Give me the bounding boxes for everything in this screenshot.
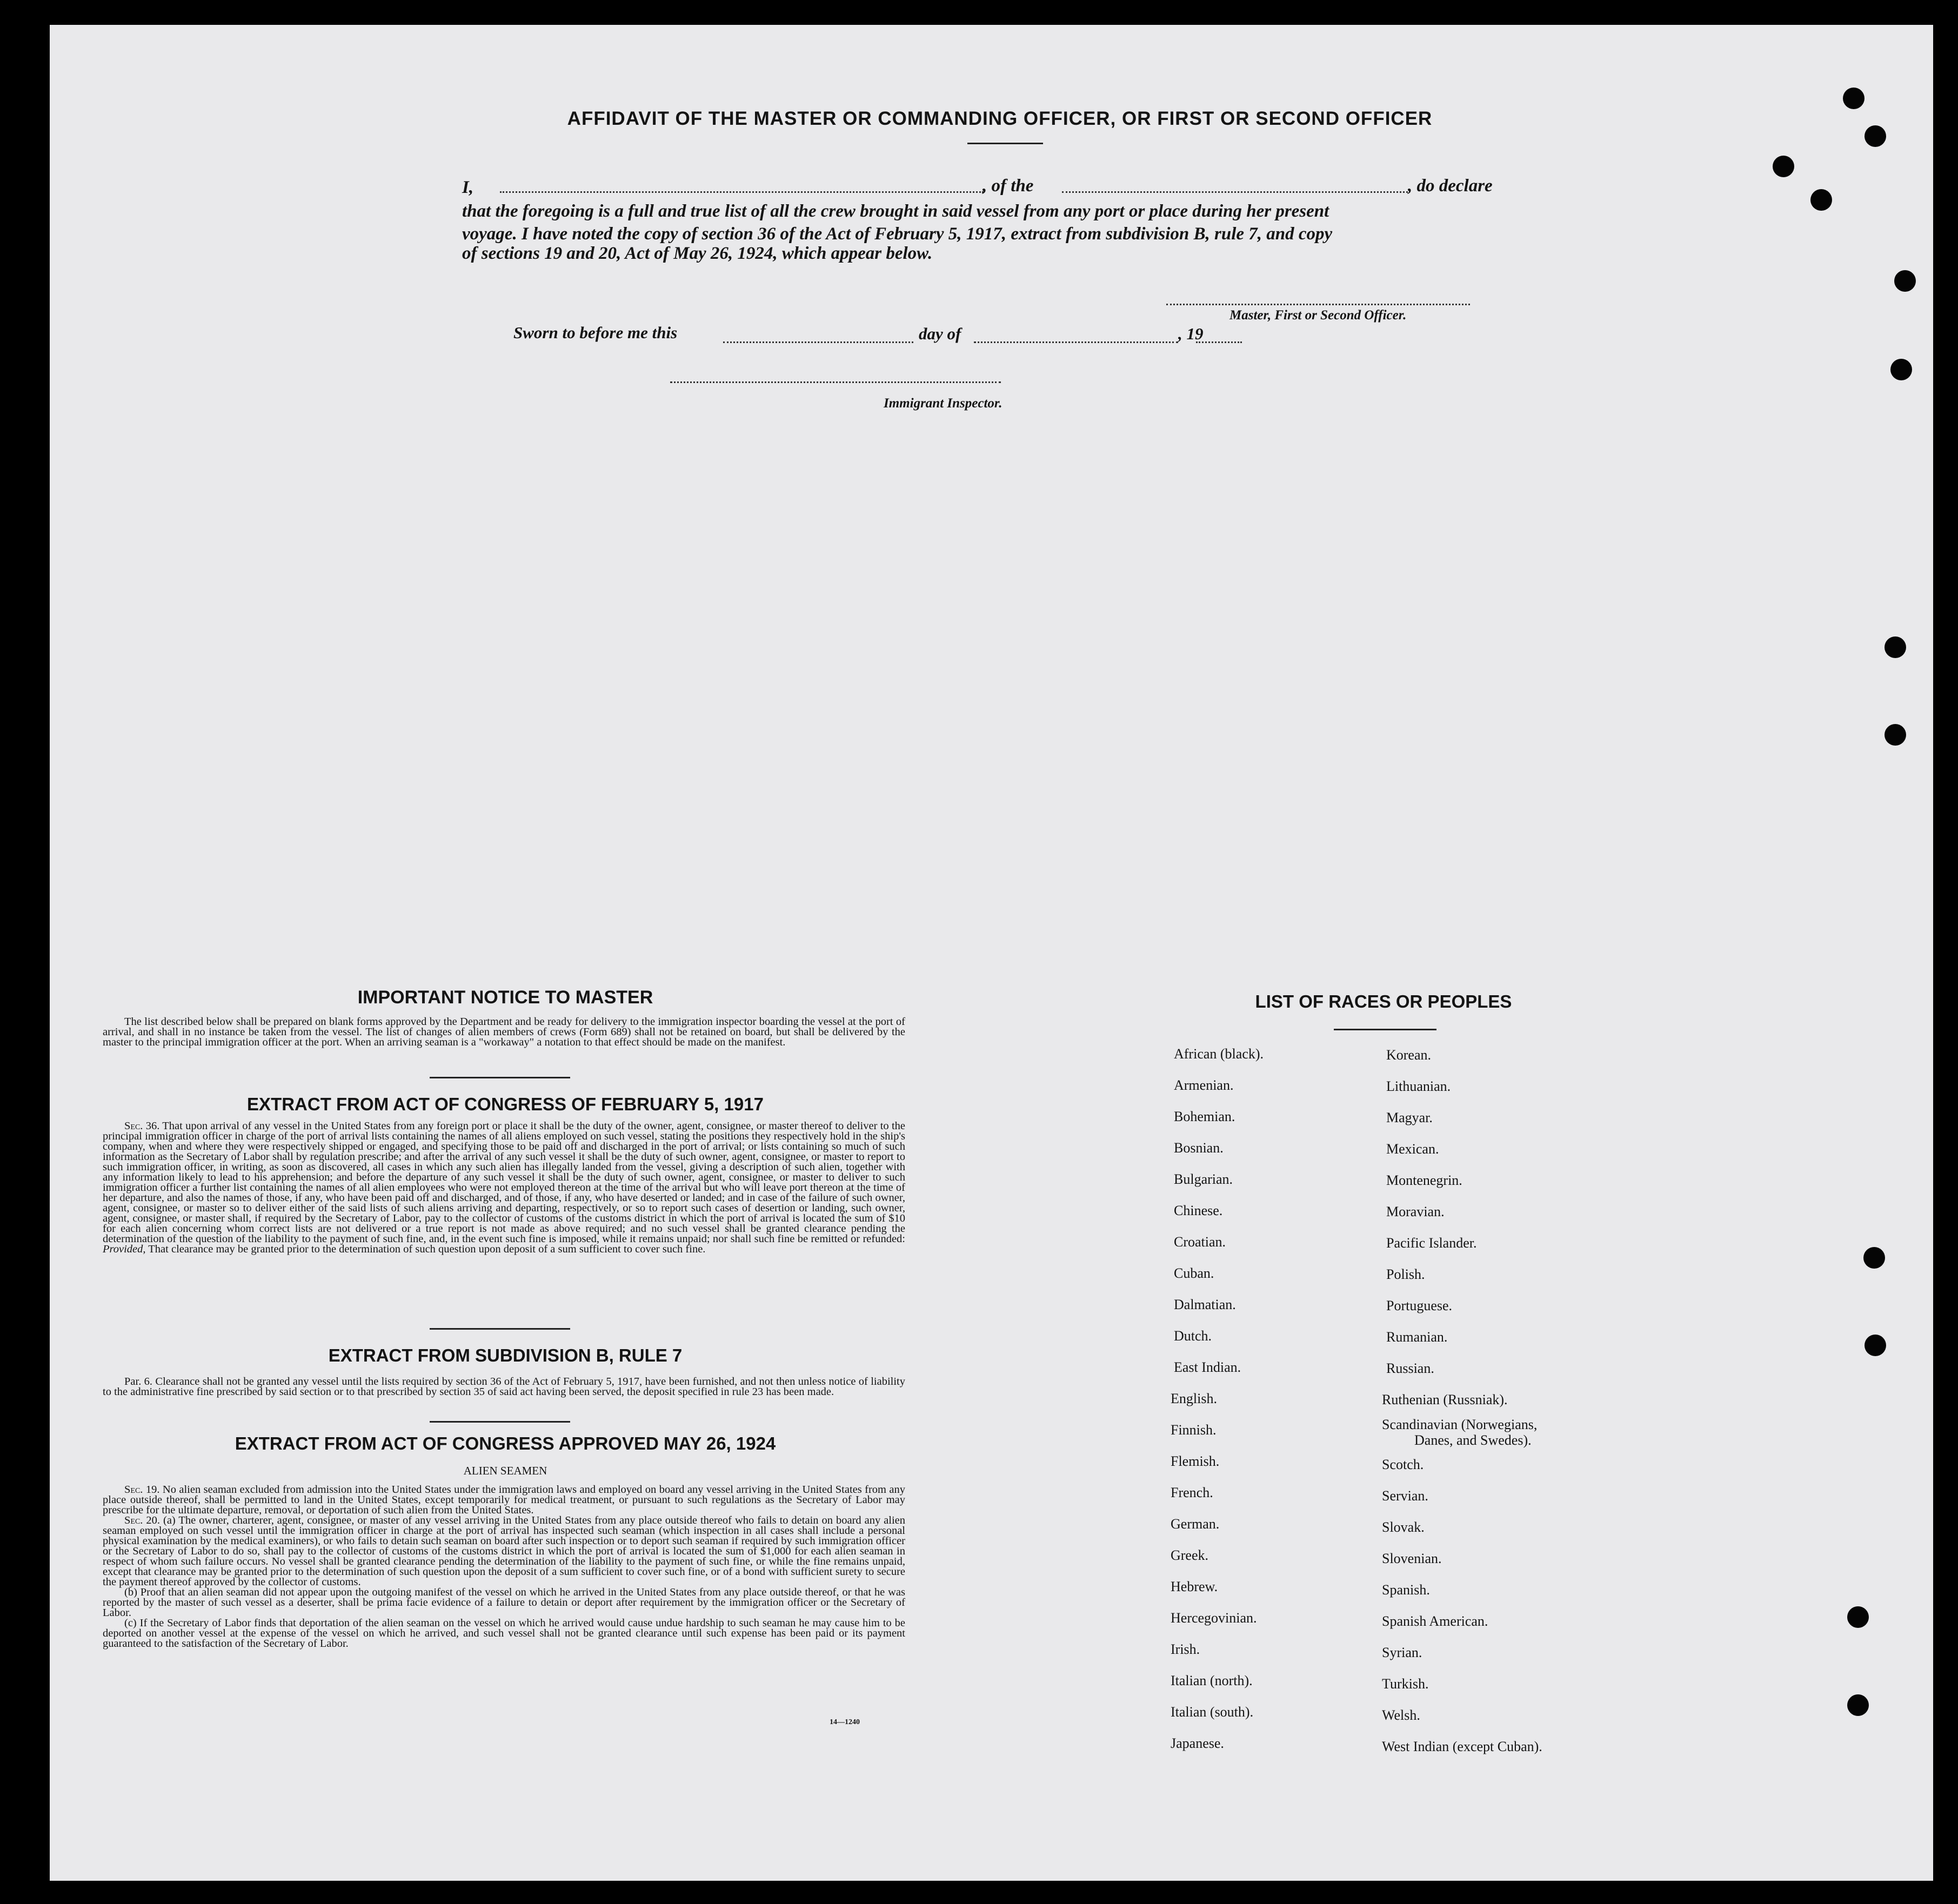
race-item: Moravian.	[1386, 1204, 1445, 1219]
race-item: Russian.	[1386, 1360, 1434, 1376]
divider	[430, 1328, 570, 1330]
race-item: Servian.	[1382, 1488, 1428, 1504]
punch-hole	[1810, 189, 1832, 211]
race-item: Magyar.	[1386, 1110, 1433, 1125]
race-item: Rumanian.	[1386, 1329, 1448, 1345]
race-item: West Indian (except Cuban).	[1382, 1739, 1542, 1754]
race-item: Finnish.	[1171, 1422, 1217, 1438]
proviso-text: That clearance may be granted prior to the determination of such question upon deposit of a sum sufficient to cover such fine.	[148, 1243, 706, 1255]
alien-seamen-subtitle: ALIEN SEAMEN	[463, 1464, 547, 1477]
race-item: East Indian.	[1174, 1359, 1241, 1375]
inspector-signature-field[interactable]	[670, 381, 1001, 383]
punch-hole	[1894, 270, 1916, 292]
title-underline	[967, 143, 1043, 144]
punch-hole	[1843, 88, 1865, 109]
declarant-prefix: I,	[462, 178, 474, 197]
race-item: Lithuanian.	[1386, 1078, 1451, 1094]
punch-hole	[1847, 1694, 1869, 1716]
race-item: Montenegrin.	[1386, 1172, 1462, 1188]
race-item: Hercegovinian.	[1171, 1610, 1257, 1626]
races-title: LIST OF RACES OR PEOPLES	[1255, 991, 1512, 1011]
divider	[430, 1077, 570, 1078]
race-item: Welsh.	[1382, 1707, 1420, 1723]
race-item: Dutch.	[1174, 1328, 1212, 1344]
race-item: Ruthenian (Russniak).	[1382, 1392, 1508, 1407]
of-the-label: , of the	[983, 176, 1034, 196]
race-item: Hebrew.	[1171, 1579, 1218, 1594]
declarant-name-field[interactable]	[500, 191, 984, 193]
race-item: Cuban.	[1174, 1265, 1214, 1281]
vessel-name-field[interactable]	[1062, 191, 1408, 193]
race-item: Greek.	[1171, 1547, 1209, 1563]
divider	[430, 1421, 570, 1423]
race-item: Pacific Islander.	[1386, 1235, 1477, 1251]
extract-1917-title: EXTRACT FROM ACT OF CONGRESS OF FEBRUARY 5, 1917	[247, 1094, 764, 1114]
declaration-line-4: of sections 19 and 20, Act of May 26, 1924, which appear below.	[462, 244, 933, 263]
section-19-body: No alien seaman excluded from admission into the United States under the immigration laws and employed on board any vessel arriving in the United States from any place outside thereof, shall be permitted to land in the United States, except temporarily for medical treatment, or pursuant to such regulations as the Secretary of Labor may prescribe for the ultimate departure, removal, or deportation of such alien from the United States.	[103, 1484, 906, 1516]
sworn-month-field[interactable]	[974, 341, 1178, 343]
race-item: Bohemian.	[1174, 1109, 1235, 1124]
punch-hole	[1773, 156, 1794, 177]
inspector-label: Immigrant Inspector.	[884, 396, 1003, 411]
race-item: German.	[1171, 1516, 1220, 1532]
section-20a-body: (a) The owner, charterer, agent, consignee, or master of any vessel arriving in the United States from any place outside thereof who fails to detain on board any alien seaman employed on such vessel until the immigration officer in charge at the port of arrival has inspected such seaman (which inspection in all cases shall include a personal physical examination by the medical examiners), or who fails to detain such seaman on board after such inspection or to deport such seaman if required by such immigration officer or the Secretary of Labor to do so, shall pay to the collector of customs of the customs district in which the port of arrival is located the sum of $1,000 for each alien seaman in respect of whom such failure occurs. No vessel shall be granted clearance pending the determination of the liability to the payment of such fine, or while the fine remains unpaid, except that clearance may be granted prior to the determination of such question upon the deposit of a sum sufficient to cover such fine, or of a bond with sufficient surety to secure the payment thereof approved by the collector of customs.	[103, 1514, 906, 1588]
sworn-day-field[interactable]	[723, 341, 913, 343]
notice-text: The list described below shall be prepared on blank forms approved by the Department and be ready for delivery to the immigration inspector boarding the vessel at the port of arrival, and shall in no instance be taken from the vessel. The list of changes of alien members of crews (Form 689) shall not be retained on board, but shall be delivered by the master to the principal immigration officer at the port. When an arriving seaman is a "workaway" a notation to that effect should be made on the manifest.	[103, 1016, 905, 1048]
race-item: Spanish.	[1382, 1582, 1430, 1598]
race-item: Slovenian.	[1382, 1551, 1442, 1566]
affidavit-title: AFFIDAVIT OF THE MASTER OR COMMANDING OFFICER, OR FIRST OR SECOND OFFICER	[567, 108, 1433, 129]
title-underline	[1334, 1029, 1436, 1030]
section-20c-body: (c) If the Secretary of Labor finds that deportation of the alien seaman on the vessel on which he arrived would cause undue hardship to such seaman he may cause him to be deported on another vessel at the expense of the vessel on which he arrived, and such vessel shall not be granted clearance until such expense has been paid or its payment guaranteed to the satisfaction of the Secretary of Labor.	[103, 1617, 905, 1650]
punch-hole	[1847, 1606, 1869, 1628]
declaration-line-2: that the foregoing is a full and true list of all the crew brought in said vessel from any port or place during her present	[462, 202, 1329, 221]
race-item: Polish.	[1386, 1266, 1425, 1282]
section-label: Sec. 19.	[124, 1484, 160, 1496]
race-item: Japanese.	[1171, 1735, 1224, 1751]
sworn-year-field[interactable]	[1196, 341, 1242, 343]
extract-1924-title: EXTRACT FROM ACT OF CONGRESS APPROVED MAY 26, 1924	[235, 1433, 776, 1453]
race-item: Bosnian.	[1174, 1140, 1224, 1156]
declaration-line-3: voyage. I have noted the copy of section 36 of the Act of February 5, 1917, extract from subdivision B, rule 7, and copy	[462, 224, 1333, 244]
race-item: French.	[1171, 1485, 1213, 1500]
race-item: Korean.	[1386, 1047, 1432, 1063]
sworn-label: Sworn to before me this	[513, 323, 678, 342]
race-item: Flemish.	[1171, 1453, 1220, 1469]
section-label: Sec. 36.	[124, 1120, 160, 1132]
proviso-label: Provided,	[103, 1243, 146, 1255]
race-item: Scandinavian (Norwegians,	[1382, 1417, 1538, 1432]
punch-hole	[1865, 1335, 1886, 1356]
punch-hole	[1885, 724, 1906, 746]
race-item: Portuguese.	[1386, 1298, 1453, 1313]
section-label: Sec. 20.	[124, 1514, 161, 1526]
master-signature-label: Master, First or Second Officer.	[1229, 308, 1407, 323]
punch-hole	[1885, 636, 1906, 658]
race-item: Croatian.	[1174, 1234, 1226, 1250]
punch-hole	[1865, 125, 1886, 147]
section-36-body: That upon arrival of any vessel in the United States from any foreign port or place it shall be the duty of the owner, agent, consignee, or master thereof to deliver to the principal immigration officer in charge of the port of arrival lists containing the names of all aliens employed on such vessel, stating the positions they respectively hold in the ship's company, when and where they were respectively shipped or engaged, and specifying those to be paid off and discharged in the port of arrival; or lists containing so much of such information as the Secretary of Labor shall by regulation prescribe; and after the arrival of any such vessel it shall be the duty of such owner, agent, consignee, or master to report to such immigration officer, in writing, as soon as discovered, all cases in which any such alien has illegally landed from the vessel, giving a description of such alien, together with any information likely to lead to his apprehension; and before the departure of any such vessel it shall be the duty of such owner, agent, consignee, or master to deliver to such immigration officer a further list containing the names of all alien employees who were not employed thereon at the time of the arrival but who will leave port thereon at the time of her departure, and also the names of those, if any, who have been paid off and discharged, and of those, if any, who have deserted or landed; and in case of the failure of such owner, agent, consignee, or master so to deliver either of the said lists of such aliens arriving and departing, respectively, or so to report such cases of desertion or landing, such owner, agent, consignee, or master shall, if required by the Secretary of Labor, pay to the collector of customs of the customs district in which the port of arrival is located the sum of $10 for each alien concerning whom correct lists are not delivered or a true report is not made as above required; and no such vessel shall be granted clearance pending the determination of the question of the liability to the payment of such fine, and, in the event such fine is imposed, while it remains unpaid; nor shall such fine be remitted or refunded:	[103, 1120, 905, 1245]
extract-1917-text	[103, 1121, 905, 1255]
race-item: Turkish.	[1382, 1676, 1429, 1692]
race-item: Danes, and Swedes).	[1414, 1432, 1532, 1448]
do-declare-label: , do declare	[1408, 176, 1493, 196]
race-item: Italian (south).	[1171, 1704, 1254, 1720]
year-label: , 19	[1178, 324, 1204, 343]
race-item: Bulgarian.	[1174, 1171, 1233, 1187]
extract-1924-text	[103, 1485, 905, 1649]
race-item: African (black).	[1174, 1046, 1264, 1062]
section-20b-body: (b) Proof that an alien seaman did not appear upon the outgoing manifest of the vessel on which he arrived in the United States from any place outside thereof, or that he was reported by the master of such vessel as a deserter, shall be prima facie evidence of a failure to detain or deport after requirement by the immigration officer or the Secretary of Labor.	[103, 1586, 905, 1619]
rule-7-text: Par. 6. Clearance shall not be granted any vessel until the lists required by section 36 of the Act of February 5, 1917, have been furnished, and not then unless notice of liability to the administrative fine prescribed by said section or to that prescribed by section 35 of said act having been served, the deposit specified in rule 23 has been made.	[103, 1376, 905, 1398]
race-item: Slovak.	[1382, 1519, 1425, 1535]
race-item: Irish.	[1171, 1641, 1200, 1657]
master-signature-field[interactable]	[1166, 304, 1470, 305]
form-number: 14—1240	[830, 1718, 860, 1726]
race-item: Scotch.	[1382, 1457, 1424, 1472]
day-of-label: day of	[919, 324, 961, 343]
notice-title: IMPORTANT NOTICE TO MASTER	[357, 987, 653, 1008]
race-item: English.	[1171, 1391, 1217, 1406]
race-item: Italian (north).	[1171, 1673, 1253, 1688]
punch-hole	[1863, 1247, 1885, 1269]
punch-hole	[1890, 359, 1912, 380]
race-item: Dalmatian.	[1174, 1297, 1236, 1312]
race-item: Armenian.	[1174, 1077, 1234, 1093]
race-item: Syrian.	[1382, 1645, 1422, 1660]
race-item: Mexican.	[1386, 1141, 1439, 1157]
race-item: Spanish American.	[1382, 1613, 1488, 1629]
rule-7-title: EXTRACT FROM SUBDIVISION B, RULE 7	[328, 1345, 683, 1365]
race-item: Chinese.	[1174, 1203, 1223, 1218]
